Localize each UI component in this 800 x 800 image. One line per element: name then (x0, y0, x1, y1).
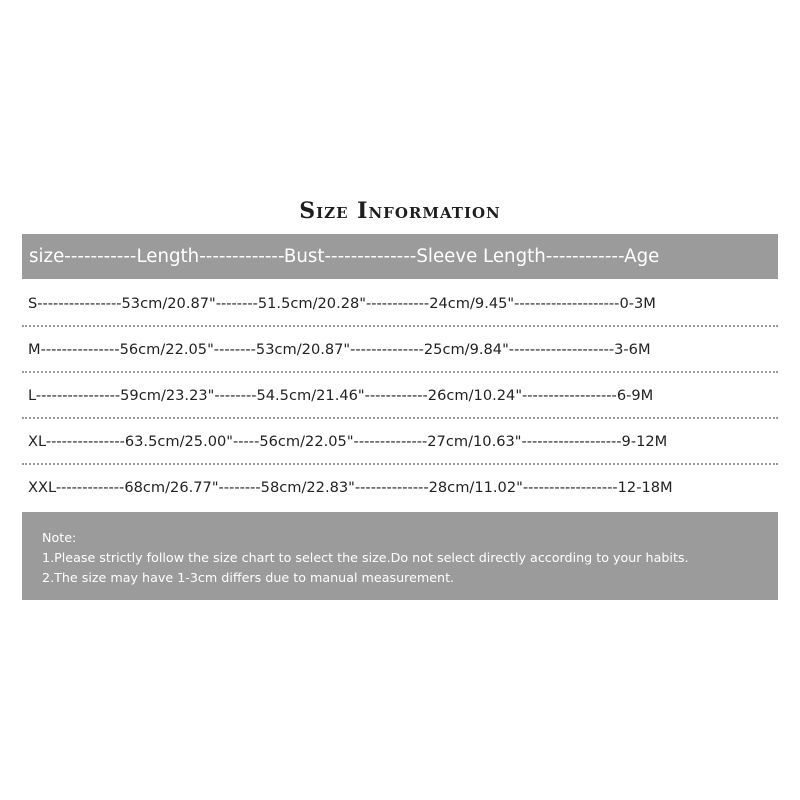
size-row-xl: XL---------------63.5cm/25.00"-----56cm/22.05"--------------27cm/10.63"-------------------9-12M (22, 419, 778, 465)
size-row-m: M---------------56cm/22.05"--------53cm/20.87"--------------25cm/9.84"--------------------3-6M (22, 327, 778, 373)
note-heading: Note: (42, 530, 77, 545)
note-line-2: 2.The size may have 1-3cm differs due to manual measurement. (42, 570, 455, 585)
size-row-s: S----------------53cm/20.87"--------51.5cm/20.28"------------24cm/9.45"--------------------0-3M (22, 281, 778, 327)
size-table-header: size-----------Length-------------Bust--------------Sleeve Length------------Age (22, 234, 778, 279)
page-title: Size Information (299, 198, 501, 224)
size-row-l: L----------------59cm/23.23"--------54.5cm/21.46"------------26cm/10.24"------------------6-9M (22, 373, 778, 419)
size-table-body (22, 281, 778, 511)
note-box (22, 512, 778, 600)
note-line-1: 1.Please strictly follow the size chart to select the size.Do not select directly according to your habits. (42, 550, 689, 565)
size-row-xxl: XXL-------------68cm/26.77"--------58cm/22.83"--------------28cm/11.02"------------------12-18M (28, 479, 673, 496)
